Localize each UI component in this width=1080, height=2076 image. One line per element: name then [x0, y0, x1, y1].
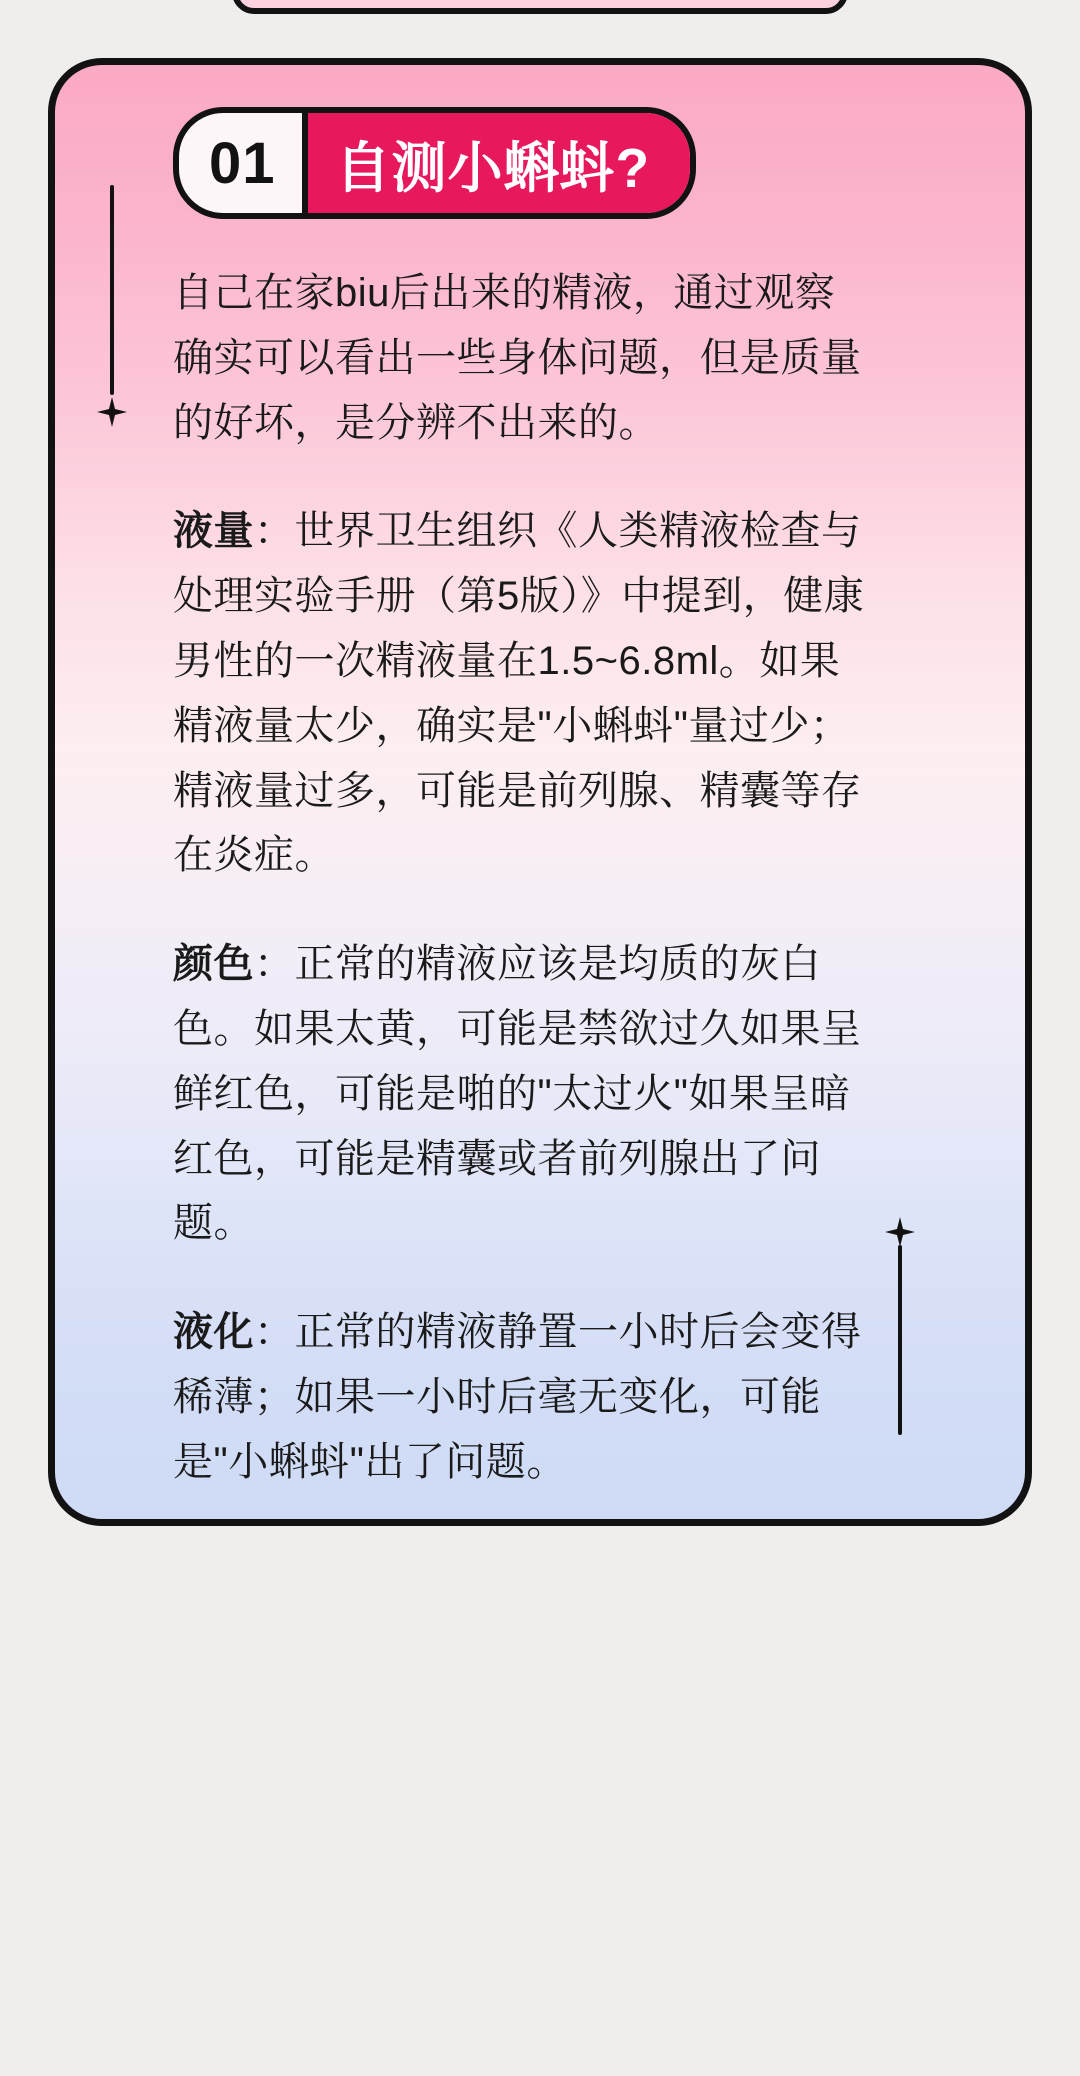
paragraph-text: ：正常的精液静置一小时后会变得稀薄；如果一小时后毫无变化，可能是"小蝌蚪"出了问题。 — [173, 1310, 862, 1484]
page-title: 自测小蝌蚪? — [302, 113, 691, 213]
sparkle-tail — [898, 1245, 902, 1435]
paragraph-color — [173, 932, 873, 1256]
sparkle-diamond — [885, 1217, 915, 1247]
paragraph-text: ：正常的精液应该是均质的灰白色。如果太黄，可能是禁欲过久如果呈鲜红色，可能是啪的"太过火"如果呈暗红色，可能是精囊或者前列腺出了问题。 — [173, 942, 862, 1246]
sparkle-decoration-left — [97, 185, 127, 445]
paragraph-text: ：世界卫生组织《人类精液检查与处理实验手册（第5版）》中提到，健康男性的一次精液量在1.5~6.8ml。如果精液量太少，确实是"小蝌蚪"量过少；精液量过多，可能是前列腺、精囊等存在炎症。 — [173, 509, 865, 878]
card-title-badge — [173, 107, 696, 219]
sparkle-diamond — [97, 397, 127, 427]
card-body — [173, 261, 873, 1495]
paragraph-label: 液量 — [173, 509, 254, 554]
paragraph-text: 自己在家biu后出来的精液，通过观察确实可以看出一些身体问题，但是质量的好坏，是分辨不出来的。 — [173, 271, 862, 445]
paragraph-volume — [173, 499, 873, 888]
paragraph-liquefaction — [173, 1300, 873, 1494]
previous-card-sliver — [232, 0, 848, 14]
paragraph-label: 颜色 — [173, 942, 254, 987]
sparkle-decoration-right — [885, 1217, 915, 1447]
info-card — [48, 58, 1032, 1526]
sparkle-tail — [110, 185, 114, 395]
card-number: 01 — [209, 130, 276, 196]
paragraph-intro — [173, 261, 873, 455]
paragraph-label: 液化 — [173, 1310, 254, 1355]
